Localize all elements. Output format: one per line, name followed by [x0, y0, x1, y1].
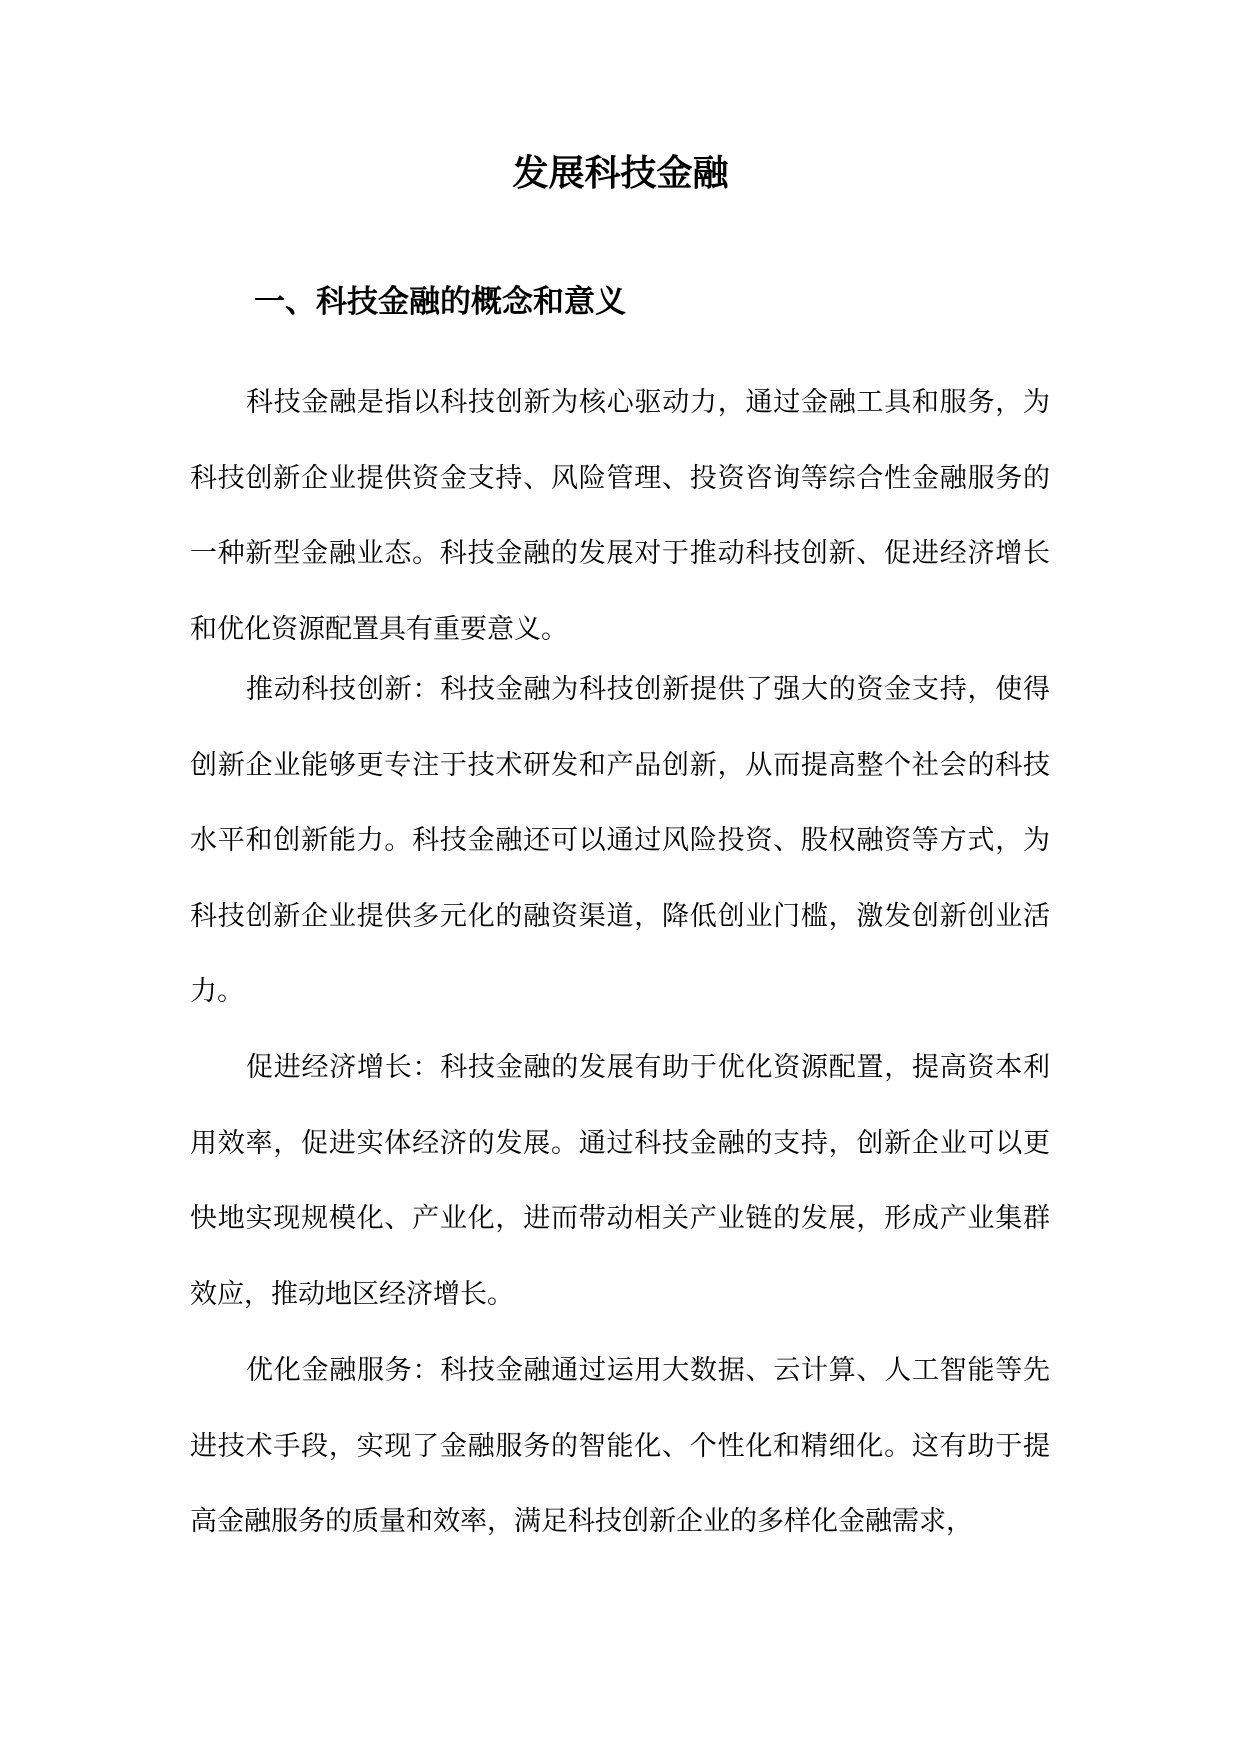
paragraph-services: 优化金融服务：科技金融通过运用大数据、云计算、人工智能等先进技术手段，实现了金融服务的智能化、个性化和精细化。这有助于提高金融服务的质量和效率，满足科技创新企业的多样化金融需求， [190, 1355, 1050, 1537]
paragraph-growth: 促进经济增长：科技金融的发展有助于优化资源配置，提高资本利用效率，促进实体经济的发展。通过科技金融的支持，创新企业可以更快地实现规模化、产业化，进而带动相关产业链的发展，形成产业集群效应，推动地区经济增长。 [190, 1052, 1050, 1310]
section-heading: 一、科技金融的概念和意义 [254, 284, 626, 320]
paragraph-concept: 科技金融是指以科技创新为核心驱动力，通过金融工具和服务，为科技创新企业提供资金支持、风险管理、投资咨询等综合性金融服务的一种新型金融业态。科技金融的发展对于推动科技创新、促进经济增长和优化资源配置具有重要意义。 [190, 387, 1050, 645]
document-title: 发展科技金融 [512, 152, 729, 194]
paragraph-innovation: 推动科技创新：科技金融为科技创新提供了强大的资金支持，使得创新企业能够更专注于技术研发和产品创新，从而提高整个社会的科技水平和创新能力。科技金融还可以通过风险投资、股权融资等方式，为科技创新企业提供多元化的融资渠道，降低创业门槛，激发创新创业活力。 [190, 674, 1050, 1007]
